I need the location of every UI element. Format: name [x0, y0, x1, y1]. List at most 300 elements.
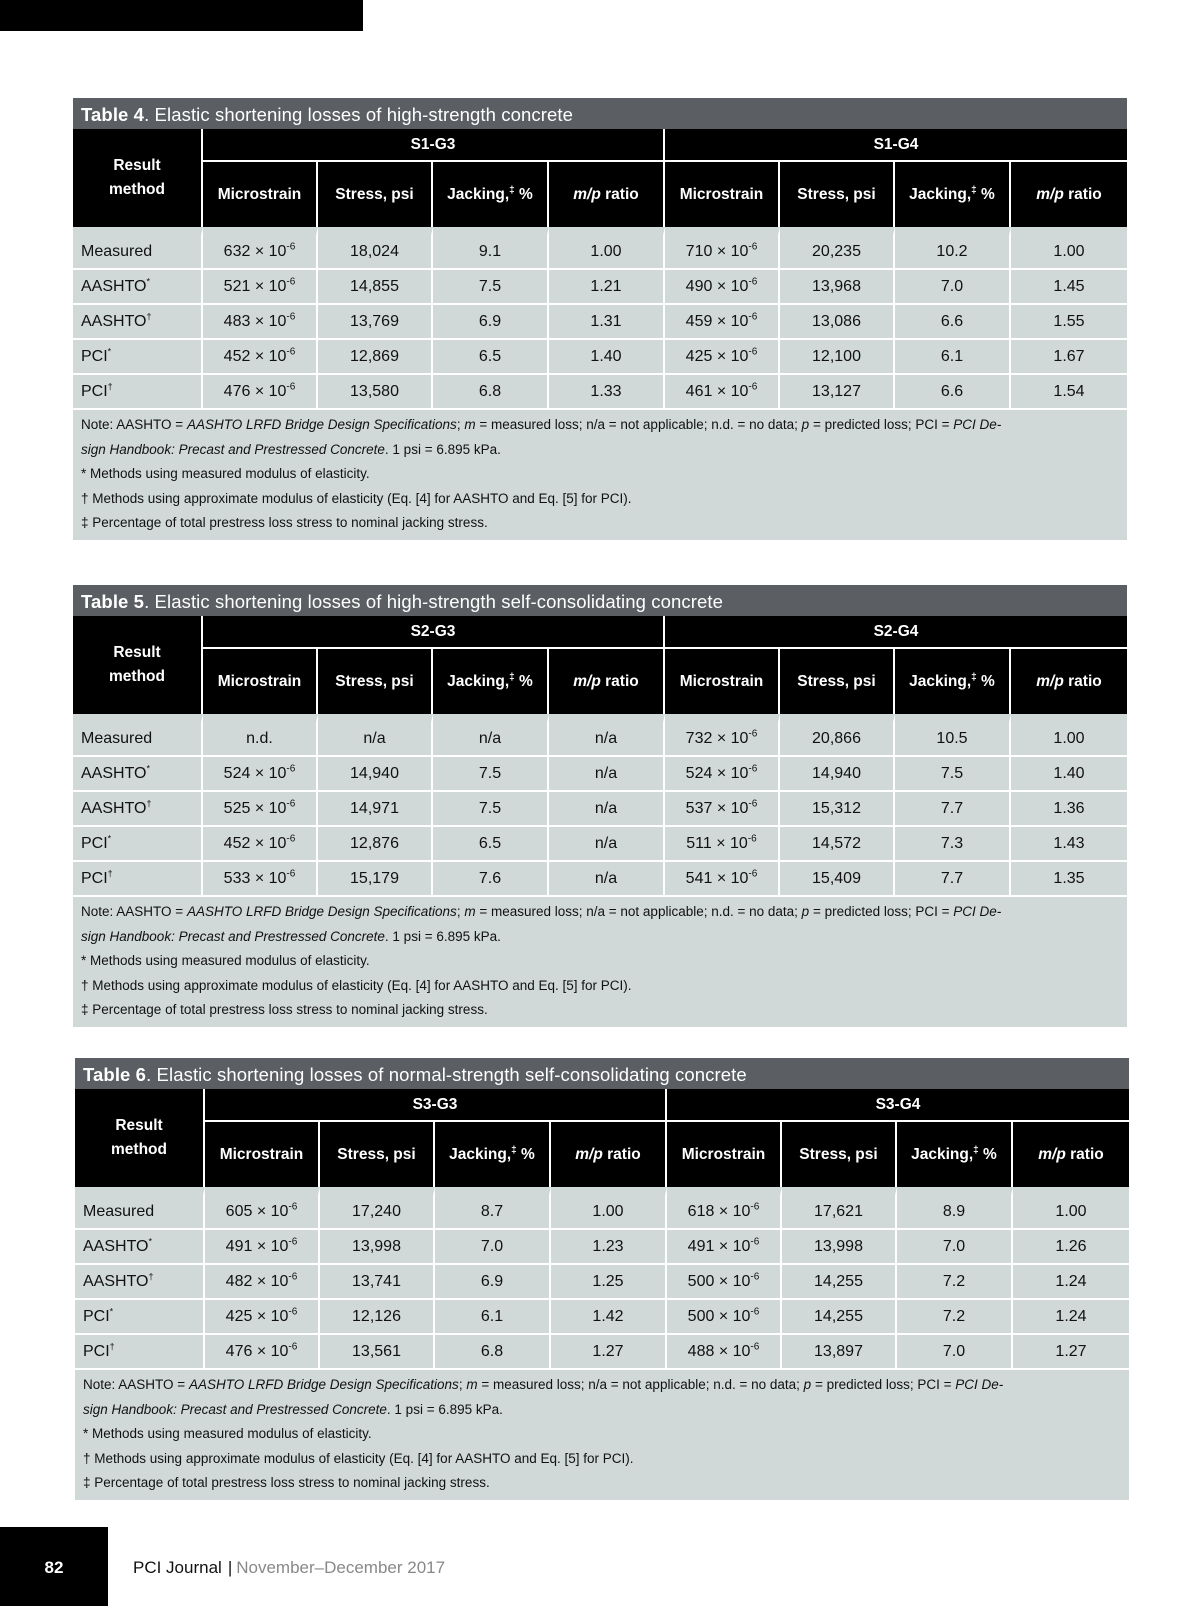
exponent: -6 [748, 728, 758, 740]
method-label: AASHTO [81, 277, 147, 295]
table-cell [1011, 270, 1127, 305]
page-number: 82 [44, 1558, 64, 1577]
footnote-mark: † [81, 490, 89, 506]
note-part: Note: AASHTO = [83, 1377, 189, 1392]
method-label: AASHTO [81, 799, 147, 817]
cell-value: 7.3 [940, 834, 964, 852]
exponent: -6 [286, 241, 296, 253]
times-ten: × 10 [718, 1342, 751, 1360]
col-ratio [1011, 162, 1127, 227]
cell-value: 15,409 [812, 869, 861, 887]
note-part: AASHTO LRFD Bridge Design Specifications [186, 904, 457, 919]
table-label: Table 5 [81, 591, 145, 612]
table-cell [665, 227, 780, 270]
col-jacking [435, 1122, 551, 1187]
method-label: Measured [81, 242, 153, 260]
table-cell [782, 1335, 897, 1370]
note-part: Note: AASHTO = [81, 904, 187, 919]
table-cell [318, 270, 433, 305]
table-row [73, 757, 1127, 792]
ratio-italic: m/p [1038, 1145, 1066, 1163]
table-cell [667, 1230, 782, 1265]
cell-value: 7.0 [942, 1237, 966, 1255]
cell-value: 13,998 [352, 1237, 401, 1255]
exponent: -6 [748, 241, 758, 253]
footnote-star [83, 1422, 1121, 1447]
times-ten: × 10 [718, 1272, 751, 1290]
method-label: Measured [81, 729, 153, 747]
method-mark: † [107, 381, 113, 392]
times-ten: × 10 [254, 382, 287, 400]
table-cell [665, 340, 780, 375]
cell-value: 6.1 [480, 1307, 504, 1325]
footnote-mark: † [83, 1450, 91, 1466]
cell-value: 10.5 [936, 729, 968, 747]
table-cell [551, 1230, 667, 1265]
col-ratio [551, 1122, 667, 1187]
method-label: PCI [81, 347, 108, 365]
table-row [73, 792, 1127, 827]
exponent: -6 [748, 868, 758, 880]
col-stress: Stress, psi [318, 162, 433, 227]
table-cell [435, 1230, 551, 1265]
note-part: = predicted loss; PCI = [809, 904, 954, 919]
table-cell [318, 340, 433, 375]
times-ten: × 10 [716, 382, 749, 400]
cell-value: 425 [685, 347, 713, 365]
method-mark: † [146, 798, 152, 809]
exponent: -6 [286, 346, 296, 358]
footnote-dagger [83, 1447, 1121, 1472]
table-cell [667, 1300, 782, 1335]
note-part: AASHTO LRFD Bridge Design Specifications [188, 1377, 459, 1392]
ratio-label: ratio [605, 672, 639, 690]
note-part: PCI De- [953, 904, 1002, 919]
times-ten: × 10 [254, 834, 287, 852]
times-ten: × 10 [254, 764, 287, 782]
exponent: -6 [286, 798, 296, 810]
cell-value: 13,968 [812, 277, 861, 295]
method-label: AASHTO [83, 1237, 149, 1255]
cell-value: 20,866 [812, 729, 861, 747]
cell-value: 459 [685, 312, 713, 330]
table-row [75, 1265, 1129, 1300]
table-row [73, 305, 1127, 340]
percent-label: % [983, 1145, 997, 1163]
table-title [73, 585, 1127, 616]
table-label: Table 4 [81, 104, 145, 125]
footnote-star [81, 462, 1119, 487]
table-cell [895, 714, 1011, 757]
table-cell [549, 375, 665, 410]
method-mark: * [107, 346, 112, 357]
table-cell [782, 1230, 897, 1265]
cell-value: 1.21 [590, 277, 622, 295]
table-cell [1011, 714, 1127, 757]
cell-value: 7.5 [940, 764, 964, 782]
footnote-mark: * [81, 466, 87, 481]
header-result: Result [113, 644, 161, 661]
percent-label: % [519, 185, 533, 203]
table-cell [895, 757, 1011, 792]
exponent: -6 [748, 276, 758, 288]
method-mark: * [146, 763, 151, 774]
table-cell [433, 714, 549, 757]
footnote-text: Percentage of total prestress loss stress to nominal jacking stress. [88, 515, 488, 530]
table-cell [549, 714, 665, 757]
note-part: p [801, 417, 810, 432]
method-mark: * [107, 833, 112, 844]
table-cell [433, 827, 549, 862]
ratio-italic: m/p [573, 672, 601, 690]
table-row [73, 375, 1127, 410]
cell-value: 14,971 [350, 799, 399, 817]
group-header: S2-G3 [203, 616, 665, 649]
result-method-header [73, 129, 203, 227]
cell-value: 1.67 [1053, 347, 1085, 365]
table-cell [433, 227, 549, 270]
table-cell [549, 227, 665, 270]
table-cell [665, 305, 780, 340]
row-method [73, 340, 203, 375]
table-cell [665, 792, 780, 827]
table-cell [433, 375, 549, 410]
table-cell [1011, 305, 1127, 340]
table-cell [1011, 792, 1127, 827]
cell-value: 482 [225, 1272, 253, 1290]
table-cell [780, 227, 895, 270]
ratio-label: ratio [605, 185, 639, 203]
note-part: m [464, 904, 476, 919]
cell-value: 6.9 [480, 1272, 504, 1290]
cell-value: 7.0 [942, 1342, 966, 1360]
table-cell [433, 792, 549, 827]
jacking-label: Jacking, [911, 1145, 974, 1163]
journal-footer [133, 1558, 445, 1578]
cell-value: 541 [685, 869, 713, 887]
note-line [83, 1373, 1121, 1398]
cell-value: 483 [223, 312, 251, 330]
table-notes [73, 410, 1127, 540]
cell-value: 1.33 [590, 382, 622, 400]
cell-value: 1.00 [1055, 1202, 1087, 1220]
table-cell [780, 270, 895, 305]
table-cell [665, 862, 780, 897]
cell-value: 7.2 [942, 1272, 966, 1290]
jacking-label: Jacking, [909, 185, 972, 203]
result-method-header [75, 1089, 205, 1187]
table-caption: . Elastic shortening losses of high-strength self-consolidating concrete [144, 591, 724, 612]
group-header: S3-G4 [667, 1089, 1129, 1122]
method-mark: * [109, 1306, 114, 1317]
cell-value: 1.55 [1053, 312, 1085, 330]
col-jacking [433, 162, 549, 227]
table-cell [780, 792, 895, 827]
exponent: -6 [286, 763, 296, 775]
footnote-star [81, 949, 1119, 974]
table-cell [549, 792, 665, 827]
table-cell [665, 827, 780, 862]
exponent: -6 [750, 1341, 760, 1353]
times-ten: × 10 [256, 1307, 289, 1325]
group-header: S1-G3 [203, 129, 665, 162]
cell-value: 525 [223, 799, 251, 817]
note-part: sign Handbook: Precast and Prestressed Concrete [81, 441, 385, 457]
cell-value: 13,998 [814, 1237, 863, 1255]
cell-value: 13,741 [352, 1272, 401, 1290]
table-cell [780, 827, 895, 862]
cell-value: 500 [687, 1272, 715, 1290]
footnote-ddagger [81, 511, 1119, 536]
percent-label: % [521, 1145, 535, 1163]
note-part: = measured loss; n/a = not applicable; n.d. = no data; [477, 1377, 804, 1392]
table-cell [435, 1187, 551, 1230]
table-row [73, 714, 1127, 757]
method-label: Measured [83, 1202, 155, 1220]
ratio-label: ratio [1068, 672, 1102, 690]
table-cell [205, 1335, 320, 1370]
cell-value: 7.5 [478, 799, 502, 817]
table-cell [203, 375, 318, 410]
note-part: AASHTO LRFD Bridge Design Specifications [186, 417, 457, 432]
cell-value: 476 [225, 1342, 253, 1360]
col-stress: Stress, psi [318, 649, 433, 714]
row-method [75, 1265, 205, 1300]
table-cell [1011, 227, 1127, 270]
table-cell [318, 227, 433, 270]
cell-value: 6.1 [940, 347, 964, 365]
cell-value: 13,127 [812, 382, 861, 400]
note-part: Note: AASHTO = [81, 417, 187, 432]
cell-value: 425 [225, 1307, 253, 1325]
percent-label: % [981, 672, 995, 690]
cell-value: 12,100 [812, 347, 861, 365]
table-title [73, 98, 1127, 129]
table-cell [1013, 1265, 1129, 1300]
note-part: . 1 psi = 6.895 kPa. [384, 441, 501, 457]
jacking-label: Jacking, [909, 672, 972, 690]
exponent: -6 [748, 798, 758, 810]
cell-value: 12,876 [350, 834, 399, 852]
cell-value: 632 [223, 242, 251, 260]
cell-value: 533 [223, 869, 251, 887]
table-notes [73, 897, 1127, 1027]
footnote-text: Methods using approximate modulus of elasticity (Eq. [4] for AASHTO and Eq. [5] for PCI). [88, 977, 632, 993]
table-cell [897, 1187, 1013, 1230]
table-cell [665, 270, 780, 305]
footnote-mark: ‡ [83, 1475, 91, 1490]
cell-value: 14,855 [350, 277, 399, 295]
cell-value: 7.0 [480, 1237, 504, 1255]
table-cell [205, 1187, 320, 1230]
exponent: -6 [750, 1271, 760, 1283]
table-cell [551, 1187, 667, 1230]
group-header: S3-G3 [205, 1089, 667, 1122]
cell-value: 14,255 [814, 1307, 863, 1325]
cell-value: 17,240 [352, 1202, 401, 1220]
header-result: Result [115, 1117, 163, 1134]
table-cell [203, 270, 318, 305]
times-ten: × 10 [716, 277, 749, 295]
ratio-label: ratio [1070, 1145, 1104, 1163]
table-cell [433, 270, 549, 305]
row-method [73, 270, 203, 305]
times-ten: × 10 [256, 1202, 289, 1220]
col-microstrain: Microstrain [203, 649, 318, 714]
exponent: -6 [750, 1306, 760, 1318]
cell-value: n/a [478, 729, 502, 747]
cell-value: 15,179 [350, 869, 399, 887]
table-cell [780, 757, 895, 792]
journal-name: PCI Journal [133, 1558, 222, 1577]
table-title [75, 1058, 1129, 1089]
cell-value: 7.7 [940, 869, 964, 887]
table-row [73, 862, 1127, 897]
method-label: AASHTO [81, 764, 147, 782]
cell-value: 500 [687, 1307, 715, 1325]
footnote-text: Methods using approximate modulus of elasticity (Eq. [4] for AASHTO and Eq. [5] for PCI). [90, 1450, 634, 1466]
table-cell [1011, 827, 1127, 862]
table-cell [203, 862, 318, 897]
col-jacking [433, 649, 549, 714]
table-cell [1013, 1187, 1129, 1230]
exponent: -6 [748, 763, 758, 775]
cell-value: 1.00 [1053, 729, 1085, 747]
exponent: -6 [286, 276, 296, 288]
table-cell [433, 305, 549, 340]
note-part: p [803, 1377, 812, 1392]
cell-value: 452 [223, 347, 251, 365]
table-cell [780, 714, 895, 757]
note-line [81, 900, 1119, 925]
note-line [81, 413, 1119, 438]
cell-value: 488 [687, 1342, 715, 1360]
note-part: m [466, 1377, 478, 1392]
exponent: -6 [288, 1341, 298, 1353]
group-header: S2-G4 [665, 616, 1127, 649]
cell-value: 7.2 [942, 1307, 966, 1325]
cell-value: 1.24 [1055, 1307, 1087, 1325]
table-cell [1011, 862, 1127, 897]
ratio-italic: m/p [573, 185, 601, 203]
cell-value: 12,126 [352, 1307, 401, 1325]
ratio-italic: m/p [575, 1145, 603, 1163]
cell-value: 17,621 [814, 1202, 863, 1220]
row-method [75, 1187, 205, 1230]
cell-value: 1.40 [590, 347, 622, 365]
col-microstrain: Microstrain [665, 649, 780, 714]
cell-value: 1.00 [592, 1202, 624, 1220]
col-stress: Stress, psi [782, 1122, 897, 1187]
data-table [75, 1089, 1129, 1370]
footnote-text: Methods using measured modulus of elasticity. [86, 953, 370, 968]
table-cell [897, 1265, 1013, 1300]
cell-value: 491 [687, 1237, 715, 1255]
cell-value: n/a [594, 834, 618, 852]
method-mark: * [148, 1236, 153, 1247]
table-cell [320, 1230, 435, 1265]
note-part: sign Handbook: Precast and Prestressed Concrete [83, 1401, 387, 1417]
row-method [73, 714, 203, 757]
times-ten: × 10 [716, 729, 749, 747]
row-method [73, 305, 203, 340]
table-cell [203, 757, 318, 792]
header-method: method [111, 1141, 167, 1158]
table-cell [549, 862, 665, 897]
table-cell [665, 757, 780, 792]
col-microstrain: Microstrain [665, 162, 780, 227]
ddagger-mark: ‡ [973, 1144, 979, 1156]
table-cell [318, 757, 433, 792]
table-cell [895, 305, 1011, 340]
times-ten: × 10 [716, 799, 749, 817]
cell-value: 13,086 [812, 312, 861, 330]
table-row [75, 1300, 1129, 1335]
cell-value: 521 [223, 277, 251, 295]
ratio-italic: m/p [1036, 185, 1064, 203]
header-result: Result [113, 157, 161, 174]
table-cell [895, 227, 1011, 270]
table-cell [1013, 1300, 1129, 1335]
cell-value: 7.5 [478, 764, 502, 782]
table-cell [897, 1335, 1013, 1370]
header-method: method [109, 668, 165, 685]
note-line [83, 1398, 1121, 1423]
cell-value: 18,024 [350, 242, 399, 260]
footnote-ddagger [81, 998, 1119, 1023]
table-cell [318, 827, 433, 862]
percent-label: % [519, 672, 533, 690]
cell-value: 490 [685, 277, 713, 295]
note-part: p [801, 904, 810, 919]
cell-value: 6.8 [478, 382, 502, 400]
exponent: -6 [750, 1236, 760, 1248]
cell-value: 605 [225, 1202, 253, 1220]
table-cell [549, 757, 665, 792]
table-cell [780, 305, 895, 340]
note-part: sign Handbook: Precast and Prestressed Concrete [81, 928, 385, 944]
footnote-text: Methods using measured modulus of elasticity. [88, 1426, 372, 1441]
table-row [73, 270, 1127, 305]
method-mark: † [146, 311, 152, 322]
note-part: . 1 psi = 6.895 kPa. [384, 928, 501, 944]
table-cell [895, 340, 1011, 375]
cell-value: n/a [594, 729, 618, 747]
ratio-label: ratio [1068, 185, 1102, 203]
table-cell [780, 862, 895, 897]
table-cell [549, 827, 665, 862]
method-label: PCI [81, 834, 108, 852]
cell-value: 1.36 [1053, 799, 1085, 817]
table-cell [1011, 375, 1127, 410]
table-cell [549, 270, 665, 305]
cell-value: 1.54 [1053, 382, 1085, 400]
cell-value: 1.26 [1055, 1237, 1087, 1255]
exponent: -6 [748, 346, 758, 358]
table-row [73, 340, 1127, 375]
note-part: = measured loss; n/a = not applicable; n.d. = no data; [475, 417, 802, 432]
method-label: PCI [83, 1342, 110, 1360]
table-cell [665, 714, 780, 757]
times-ten: × 10 [254, 277, 287, 295]
note-part: ; [458, 1377, 467, 1392]
table-cell [203, 792, 318, 827]
cell-value: 6.6 [940, 312, 964, 330]
cell-value: 12,869 [350, 347, 399, 365]
row-method [73, 227, 203, 270]
cell-value: 491 [225, 1237, 253, 1255]
cell-value: 14,572 [812, 834, 861, 852]
